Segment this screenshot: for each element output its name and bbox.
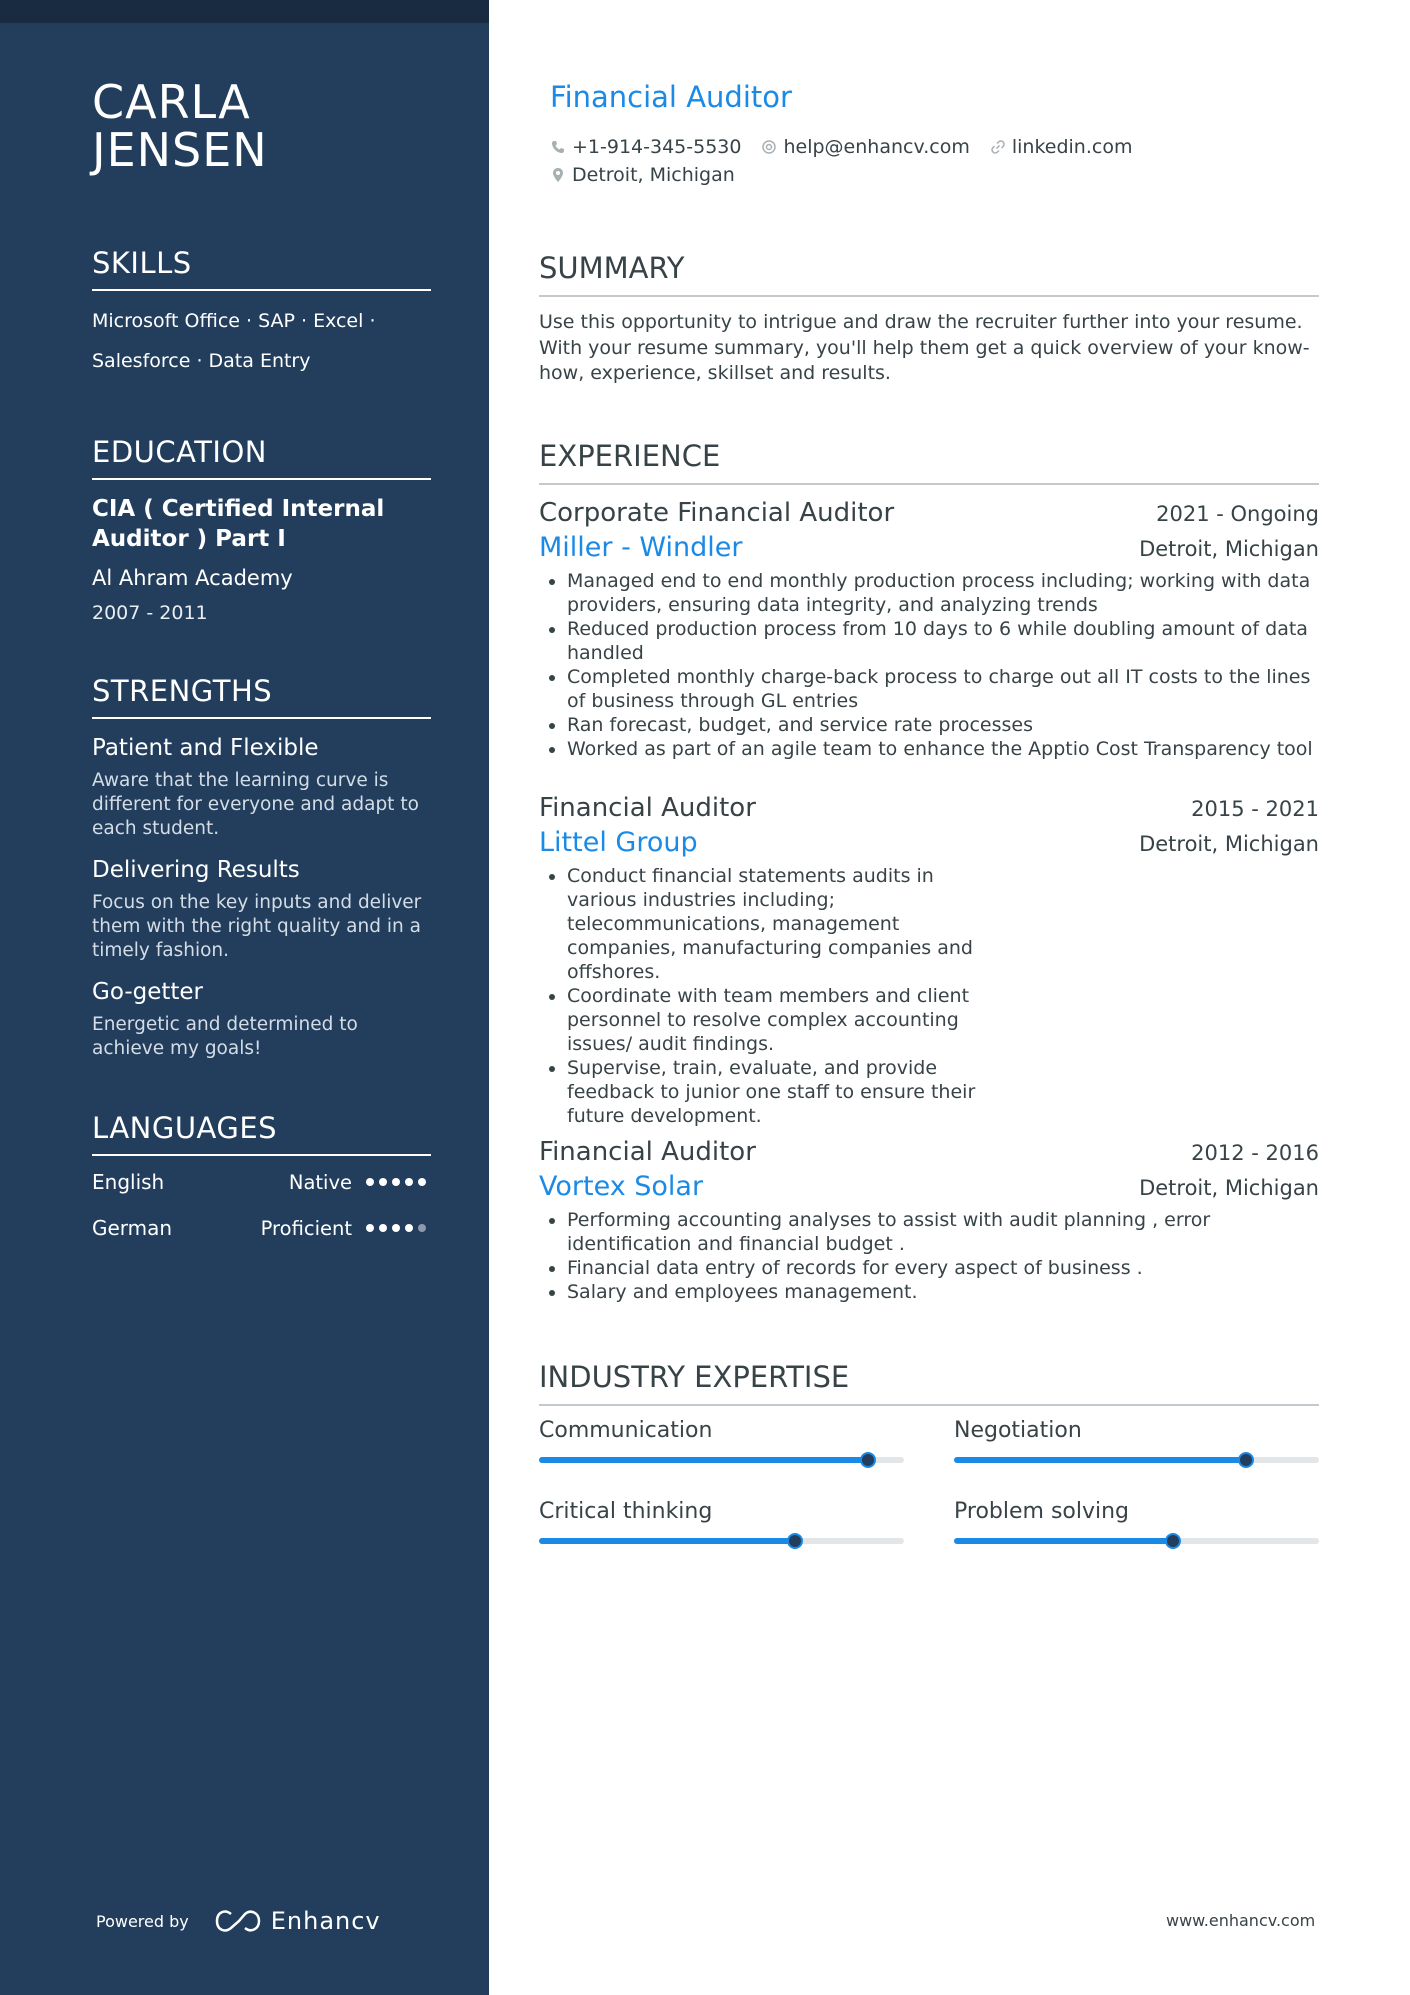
- experience-bullet: • Financial data entry of records for every aspect of business .: [567, 1256, 1319, 1280]
- contact-linkedin[interactable]: [990, 136, 1133, 158]
- experience-item: [539, 498, 1319, 761]
- linkedin-text: linkedin.com: [1011, 136, 1133, 158]
- languages-heading: LANGUAGES: [92, 1111, 431, 1156]
- contact-phone[interactable]: [550, 136, 741, 158]
- strength-description: Aware that the learning curve is different for everyone and adapt to each student.: [92, 770, 419, 839]
- job-title: Financial Auditor: [550, 80, 792, 114]
- last-name: JENSEN: [92, 123, 268, 177]
- experience-company[interactable]: Vortex Solar: [539, 1171, 704, 1202]
- phone-icon: [550, 139, 566, 155]
- experience-bullet: • Completed monthly charge-back process to charge out all IT costs to the lines of business through GL entries: [567, 665, 1319, 713]
- rating-dot: [405, 1224, 413, 1232]
- skills-list: [92, 301, 431, 381]
- expertise-bar: [954, 1457, 1319, 1463]
- email-text: help@enhancv.com: [783, 136, 970, 158]
- expertise-grid: [539, 1418, 1319, 1544]
- experience-location: Detroit, Michigan: [1139, 832, 1319, 856]
- education-dates: 2007 - 2011: [92, 602, 208, 624]
- rating-dot: [418, 1224, 426, 1232]
- summary-text: Use this opportunity to intrigue and draw the recruiter further into your resume. With your resume summary, you'll help them get a quick overview of your know-how, experience, skillset and results.: [539, 311, 1310, 384]
- expertise-label: Negotiation: [954, 1418, 1082, 1443]
- rating-dot: [392, 1224, 400, 1232]
- strength-title: Delivering Results: [92, 857, 300, 883]
- strength-title: Go-getter: [92, 979, 204, 1005]
- education-section: [92, 435, 431, 624]
- language-row: [92, 1170, 431, 1194]
- language-row: [92, 1216, 431, 1240]
- expertise-item: [539, 1499, 904, 1544]
- expertise-bar: [539, 1538, 904, 1544]
- expertise-bar-fill: [954, 1538, 1173, 1544]
- skills-heading: SKILLS: [92, 246, 431, 291]
- experience-role: Financial Auditor: [539, 793, 756, 823]
- education-school: Al Ahram Academy: [92, 566, 293, 590]
- expertise-label: Communication: [539, 1418, 713, 1443]
- phone-text: +1-914-345-5530: [572, 136, 742, 158]
- sidebar: [0, 0, 489, 1995]
- skills-section: [92, 246, 431, 381]
- language-name: English: [92, 1170, 165, 1194]
- rating-dot: [392, 1178, 400, 1186]
- experience-dates: 2015 - 2021: [1191, 797, 1319, 821]
- strength-title: Patient and Flexible: [92, 735, 319, 761]
- rating-dot: [379, 1178, 387, 1186]
- strengths-heading: STRENGTHS: [92, 674, 431, 719]
- language-name: German: [92, 1216, 173, 1240]
- experience-bullet: • Worked as part of an agile team to enhance the Apptio Cost Transparency tool: [567, 737, 1319, 761]
- enhancv-logo-icon: [215, 1909, 261, 1933]
- languages-section: [92, 1111, 431, 1240]
- expertise-item: [954, 1418, 1319, 1463]
- strength-item: [92, 979, 431, 1061]
- experience-company[interactable]: Miller - Windler: [539, 532, 743, 563]
- expertise-bar-knob: [1238, 1452, 1254, 1468]
- expertise-item: [954, 1499, 1319, 1544]
- expertise-bar-fill: [539, 1457, 868, 1463]
- language-level: Proficient: [260, 1216, 352, 1240]
- website-link[interactable]: www.enhancv.com: [1166, 1911, 1316, 1930]
- expertise-label: Critical thinking: [539, 1499, 713, 1524]
- location-pin-icon: [550, 167, 566, 183]
- experience-company[interactable]: Littel Group: [539, 827, 698, 858]
- rating-dot: [418, 1178, 426, 1186]
- experience-item: [539, 793, 1319, 1128]
- contact-info: [550, 133, 1132, 189]
- expertise-bar-knob: [787, 1533, 803, 1549]
- first-name: CARLA: [92, 75, 251, 129]
- strength-description: Energetic and determined to achieve my goals!: [92, 1014, 358, 1059]
- contact-email[interactable]: [761, 136, 969, 158]
- experience-bullet: • Conduct financial statements audits in various industries including; telecommunications, management companies, manufacturing companies and offshores.: [567, 864, 1007, 984]
- expertise-bar-fill: [539, 1538, 795, 1544]
- experience-heading: EXPERIENCE: [539, 439, 1319, 485]
- experience-bullet: • Coordinate with team members and client personnel to resolve complex accounting issues/ audit findings.: [567, 984, 1007, 1056]
- candidate-name: [92, 75, 431, 177]
- expertise-bar-fill: [954, 1457, 1246, 1463]
- rating-dot: [366, 1178, 374, 1186]
- expertise-bar: [954, 1538, 1319, 1544]
- expertise-bar: [539, 1457, 904, 1463]
- enhancv-logo: [215, 1907, 381, 1935]
- skills-line-1: Microsoft Office · SAP · Excel ·: [92, 310, 376, 332]
- expertise-heading: INDUSTRY EXPERTISE: [539, 1360, 1319, 1406]
- strengths-section: [92, 674, 431, 1061]
- powered-by[interactable]: [96, 1907, 381, 1935]
- skills-line-2: Salesforce · Data Entry: [92, 350, 311, 372]
- rating-dot: [405, 1178, 413, 1186]
- experience-bullets: [539, 864, 1007, 1128]
- experience-bullet: • Supervise, train, evaluate, and provide feedback to junior one staff to ensure their future development.: [567, 1056, 1007, 1128]
- experience-bullet: • Salary and employees management.: [567, 1280, 1319, 1304]
- experience-bullets: [539, 569, 1319, 761]
- experience-role: Financial Auditor: [539, 1137, 756, 1167]
- at-icon: [761, 139, 777, 155]
- experience-item: [539, 1137, 1319, 1304]
- rating-dot: [366, 1224, 374, 1232]
- expertise-bar-knob: [860, 1452, 876, 1468]
- contact-location: [550, 164, 735, 186]
- language-rating: [366, 1224, 426, 1232]
- experience-bullet: • Performing accounting analyses to assist with audit planning , error identification and financial budget .: [567, 1208, 1319, 1256]
- experience-bullets: [539, 1208, 1319, 1304]
- education-heading: EDUCATION: [92, 435, 431, 480]
- experience-dates: 2012 - 2016: [1191, 1141, 1319, 1165]
- experience-bullet: • Managed end to end monthly production process including; working with data providers, ensuring data integrity, and analyzing trends: [567, 569, 1319, 617]
- education-degree: CIA ( Certified Internal Auditor ) Part I: [92, 496, 385, 552]
- experience-bullet: • Reduced production process from 10 days to 6 while doubling amount of data handled: [567, 617, 1319, 665]
- strength-item: [92, 857, 431, 963]
- experience-role: Corporate Financial Auditor: [539, 498, 895, 528]
- expertise-bar-knob: [1165, 1533, 1181, 1549]
- strength-description: Focus on the key inputs and deliver them with the right quality and in a timely fashion.: [92, 892, 422, 961]
- strength-item: [92, 735, 431, 841]
- rating-dot: [379, 1224, 387, 1232]
- enhancv-logo-text: Enhancv: [270, 1907, 381, 1935]
- location-text: Detroit, Michigan: [572, 164, 735, 186]
- experience-dates: 2021 - Ongoing: [1156, 502, 1319, 526]
- language-rating: [366, 1178, 426, 1186]
- expertise-label: Problem solving: [954, 1499, 1130, 1524]
- experience-location: Detroit, Michigan: [1139, 537, 1319, 561]
- expertise-item: [539, 1418, 904, 1463]
- experience-location: Detroit, Michigan: [1139, 1176, 1319, 1200]
- powered-by-label: Powered by: [96, 1911, 189, 1931]
- sidebar-top-strip: [0, 0, 489, 23]
- experience-bullet: • Ran forecast, budget, and service rate processes: [567, 713, 1319, 737]
- link-icon: [990, 139, 1006, 155]
- summary-heading: SUMMARY: [539, 251, 1319, 297]
- language-level: Native: [288, 1170, 352, 1194]
